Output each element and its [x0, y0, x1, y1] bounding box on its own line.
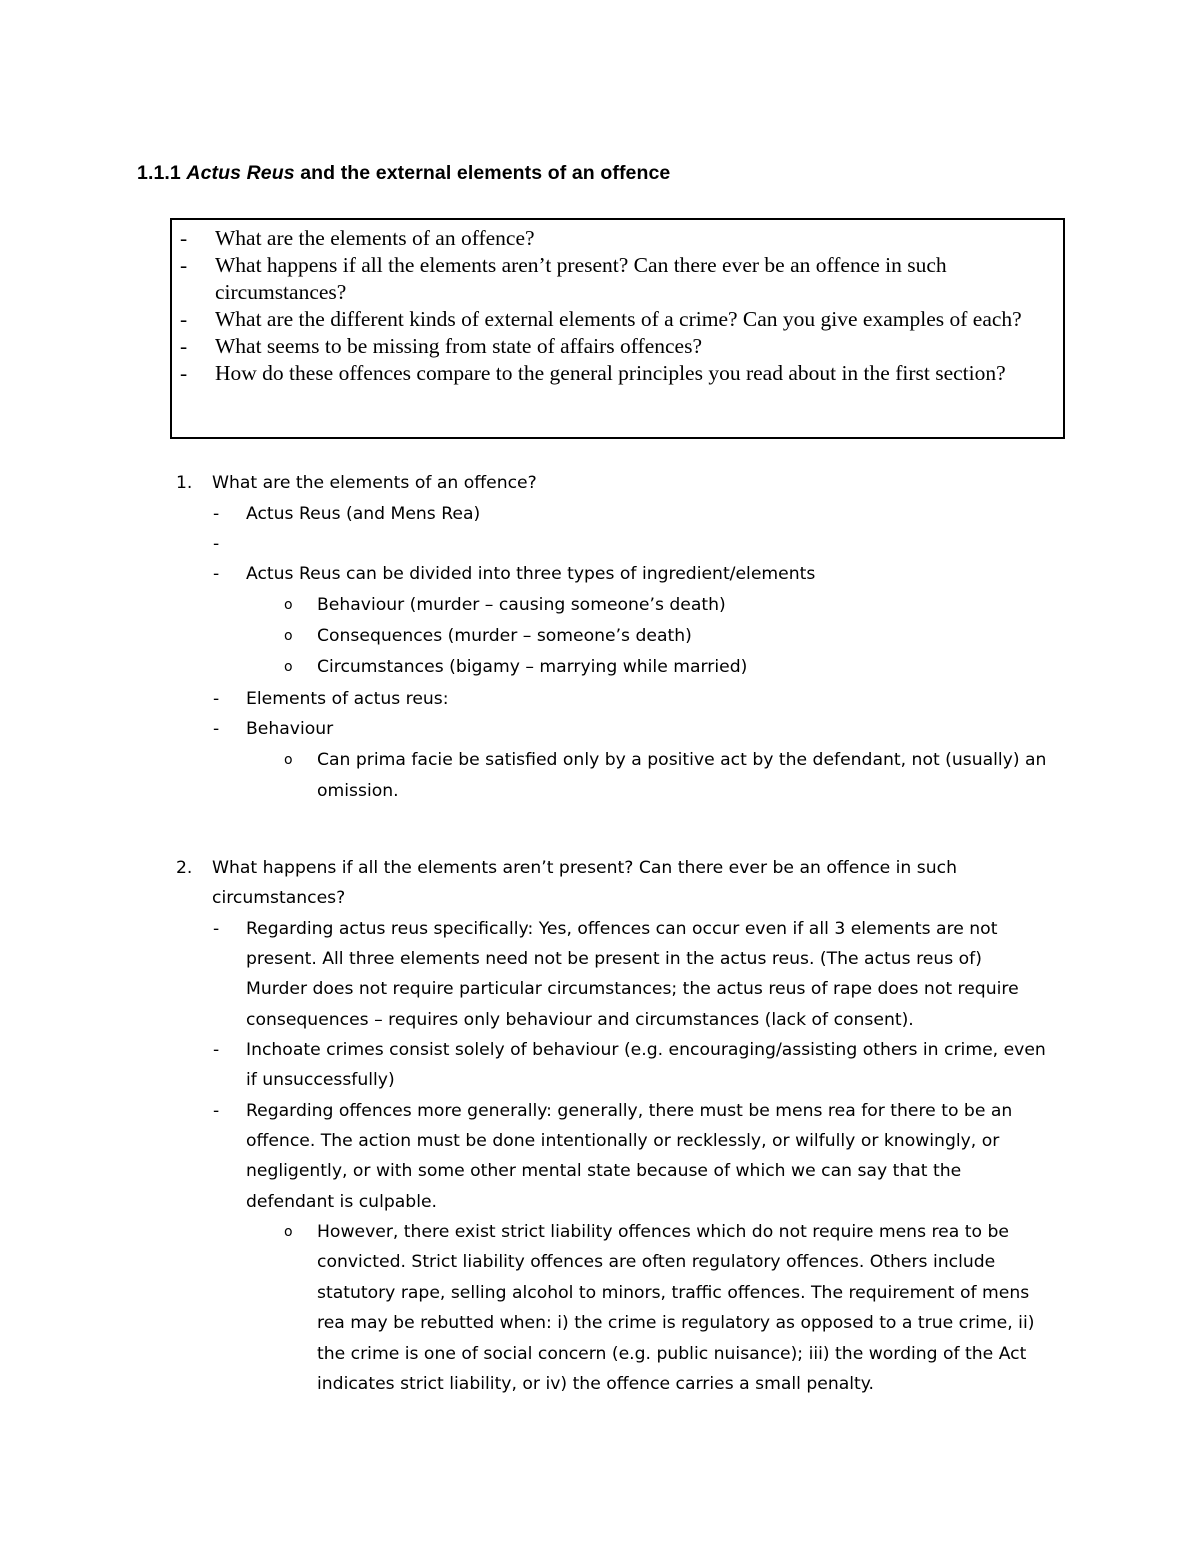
answer-line: if unsuccessfully) [246, 1070, 395, 1090]
answer-line: Behaviour [246, 719, 334, 739]
box-item [172, 360, 1063, 387]
bullet-marker: o [284, 597, 293, 613]
section-number: 1.1.1 [137, 162, 181, 184]
sub-answer-line: Behaviour (murder – causing someone’s death) [317, 595, 726, 615]
dash-marker: - [213, 719, 220, 739]
answer-line: present. All three elements need not be present in the actus reus. (The actus reus of) [246, 949, 982, 969]
box-item-text: How do these offences compare to the general principles you read about in the first section? [215, 361, 1006, 385]
dash-marker: - [213, 919, 220, 939]
box-item [172, 333, 1063, 360]
answer-line: offence. The action must be done intentionally or recklessly, or wilfully or knowingly, or [246, 1131, 1000, 1151]
answer-line: Inchoate crimes consist solely of behaviour (e.g. encouraging/assisting others in crime, even [246, 1040, 1046, 1060]
box-item [172, 306, 1063, 333]
answer-line: Murder does not require particular circumstances; the actus reus of rape does not require [246, 979, 1019, 999]
bullet-marker: o [284, 659, 293, 675]
box-item-text: What seems to be missing from state of affairs offences? [215, 334, 702, 358]
dash-marker: - [213, 564, 220, 584]
box-item-text: What are the different kinds of external elements of a crime? Can you give examples of each? [215, 307, 1022, 331]
dash-marker: - [180, 334, 188, 358]
box-item [172, 225, 1063, 252]
section-heading [137, 162, 670, 185]
answer-line: Actus Reus (and Mens Rea) [246, 504, 481, 524]
box-item-text: What happens if all the elements aren’t present? Can there ever be an offence in such circumstances? [215, 253, 947, 304]
answer-line: Actus Reus can be divided into three types of ingredient/elements [246, 564, 816, 584]
heading-italic: Actus Reus [186, 162, 295, 184]
sub-answer-line: Consequences (murder – someone’s death) [317, 626, 692, 646]
dash-marker: - [213, 689, 220, 709]
bullet-marker: o [284, 1224, 293, 1240]
bullet-marker: o [284, 752, 293, 768]
sub-answer-line: rea may be rebutted when: i) the crime is regulatory as opposed to a true crime, ii) [317, 1313, 1035, 1333]
answer-line: defendant is culpable. [246, 1192, 438, 1212]
question-text: What happens if all the elements aren’t present? Can there ever be an offence in such [212, 858, 957, 878]
question-box [170, 218, 1065, 439]
dash-marker: - [213, 1101, 220, 1121]
question-text: What are the elements of an offence? [212, 473, 537, 493]
dash-marker: - [180, 253, 188, 277]
heading-rest: and the external elements of an offence [300, 162, 671, 184]
dash-marker: - [213, 504, 220, 524]
bullet-marker: o [284, 628, 293, 644]
sub-answer-line: However, there exist strict liability offences which do not require mens rea to be [317, 1222, 1009, 1242]
sub-answer-line: Can prima facie be satisfied only by a positive act by the defendant, not (usually) an [317, 750, 1047, 770]
answer-line: Elements of actus reus: [246, 689, 449, 709]
sub-answer-line: Circumstances (bigamy – marrying while married) [317, 657, 748, 677]
box-item [172, 252, 1063, 306]
box-item-text: What are the elements of an offence? [215, 226, 535, 250]
dash-marker: - [213, 534, 220, 554]
dash-marker: - [213, 1040, 220, 1060]
dash-marker: - [180, 361, 188, 385]
dash-marker: - [180, 226, 188, 250]
answer-line: Regarding offences more generally: generally, there must be mens rea for there to be an [246, 1101, 1013, 1121]
answer-line: negligently, or with some other mental state because of which we can say that the [246, 1161, 962, 1181]
item-number: 1. [176, 473, 193, 493]
item-number: 2. [176, 858, 193, 878]
sub-answer-line: omission. [317, 781, 399, 801]
sub-answer-line: statutory rape, selling alcohol to minors, traffic offences. The requirement of mens [317, 1283, 1030, 1303]
question-text: circumstances? [212, 888, 346, 908]
sub-answer-line: indicates strict liability, or iv) the offence carries a small penalty. [317, 1374, 874, 1394]
sub-answer-line: convicted. Strict liability offences are often regulatory offences. Others include [317, 1252, 996, 1272]
answer-line: consequences – requires only behaviour and circumstances (lack of consent). [246, 1010, 914, 1030]
answer-line: Regarding actus reus specifically: Yes, offences can occur even if all 3 elements are not [246, 919, 998, 939]
sub-answer-line: the crime is one of social concern (e.g. public nuisance); iii) the wording of the Act [317, 1344, 1027, 1364]
dash-marker: - [180, 307, 188, 331]
